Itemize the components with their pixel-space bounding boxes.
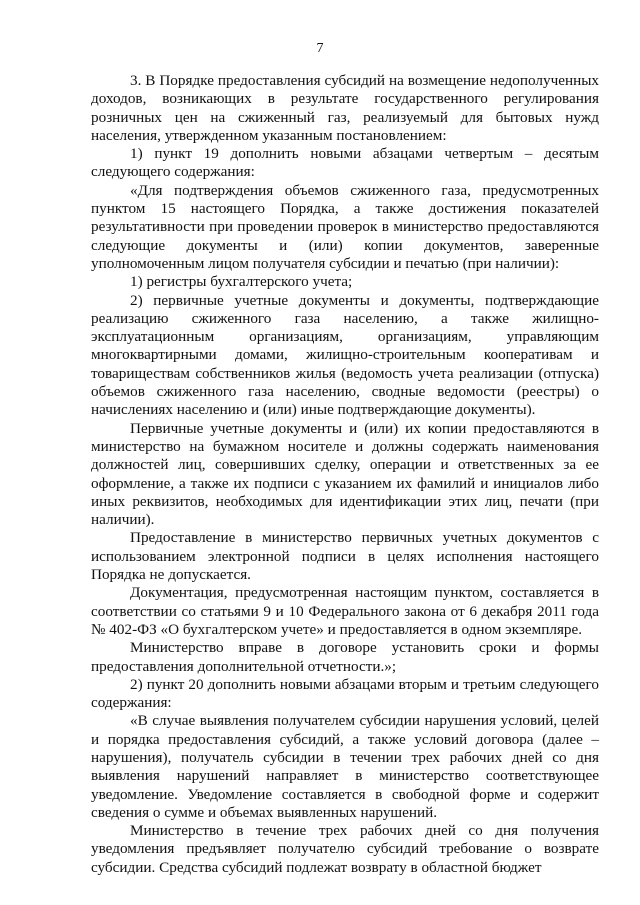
paragraph-10: 2) пункт 20 дополнить новыми абзацами вторым и третьим следующего содержания: <box>91 675 599 712</box>
paragraph-12: Министерство в течение трех рабочих дней со дня получения уведомления предъявляет получателю субсидий требование о возврате субсидии. Средства субсидий подлежат возврату в областной бюджет <box>91 822 599 876</box>
paragraph-5: 2) первичные учетные документы и документы, подтверждающие реализацию сжиженного газа населению, а также жилищно-эксплуатационным организациям, организациям, управляющим многоквартирными домами, жилищно-строительным кооперативам и товариществам собственников жилья (ведомость учета реализации (отпуска) объемов сжиженного газа населению, сводные ведомости (реестры) о начислениях населению и (или) иные подтверждающие документы). <box>91 291 599 419</box>
paragraph-4: 1) регистры бухгалтерского учета; <box>130 273 353 291</box>
paragraph-7: Предоставление в министерство первичных учетных документов с использованием электронной подписи в целях исполнения настоящего Порядка не допускается. <box>91 529 599 584</box>
paragraph-1: 3. В Порядке предоставления субсидий на возмещение недополученных доходов, возникающих в результате государственного регулирования розничных цен на сжиженный газ, реализуемый для бытовых нужд населения, утвержденном указанным постановлением: <box>91 72 599 144</box>
page-number: 7 <box>316 41 324 56</box>
document-body <box>91 72 599 877</box>
paragraph-11: «В случае выявления получателем субсидии нарушения условий, целей и порядка предоставления субсидий, а также условий договора (далее – нарушения), получатель субсидии в течении трех рабочих дней со дня выявления нарушений направляет в министерство соответствующее уведомление. Уведомление составляется в свободной форме и содержит сведения о сумме и объемах выявленных нарушений. <box>91 712 599 821</box>
paragraph-3: «Для подтверждения объемов сжиженного газа, предусмотренных пунктом 15 настоящего Порядка, а также достижения показателей результативности при проведении проверок в министерство предоставляются следующие документы и (или) копии документов, заверенные уполномоченным лицом получателя субсидии и печатью (при наличии): <box>91 181 599 272</box>
paragraph-6: Первичные учетные документы и (или) их копии предоставляются в министерство на бумажном носителе и должны содержать наименования должностей лиц, совершивших сделку, операции и ответственных за ее оформление, а также их подписи с указанием их фамилий и инициалов либо иных реквизитов, необходимых для идентификации этих лиц, печати (при наличии). <box>91 419 599 529</box>
paragraph-2: 1) пункт 19 дополнить новыми абзацами четвертым – десятым следующего содержания: <box>91 145 599 181</box>
paragraph-9: Министерство вправе в договоре установить сроки и формы предоставления дополнительной отчетности.»; <box>91 639 599 675</box>
paragraph-8: Документация, предусмотренная настоящим пунктом, составляется в соответствии со статьями 9 и 10 Федерального закона от 6 декабря 2011 года № 402-ФЗ «О бухгалтерском учете» и предоставляется в одном экземпляре. <box>91 584 599 638</box>
